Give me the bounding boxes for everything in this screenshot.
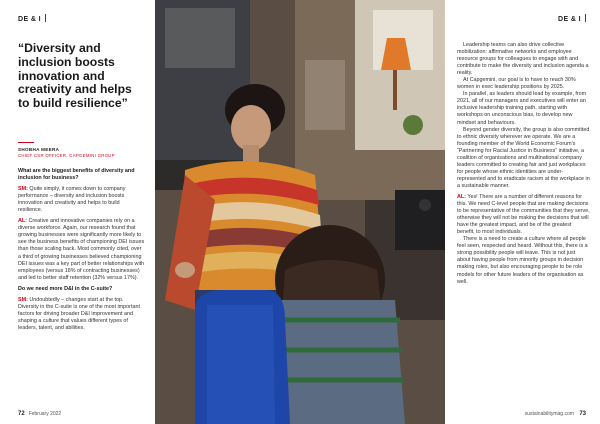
question-1: What are the biggest benefits of diversity and inclusion for business? [18,168,135,182]
answer-1-text: Quite simply, it comes down to company performance – diversity and inclusion boosts innovation and creativity and helps to build resilience. [18,186,126,214]
answer-2 [18,218,145,281]
page-number-right: 73 [579,411,586,417]
section-tag-left [18,14,46,23]
footer-left [18,411,61,417]
pull-quote: “Diversity and inclusion boosts innovation and creativity and helps to build resilience” [18,41,132,111]
paragraph-6: There is a need to create a culture where all people feel seen, respected and heard. Without this, there is a strong possibility people will leave. This is not just about having people from minority groups in decision making roles, but also encouraging people to be role models for other future leaders of the organisation as well. [457,236,588,285]
answer-3 [18,297,145,332]
interview-text-right [457,42,590,286]
question-2: Do we need more D&I in the C-suite? [18,285,113,292]
paragraph-5-text: Yes! There are a number of different reasons for this. We need C-level people that are making decisions to be representative of the communities that they serve, otherwise they will not be making the decisions that will have the greatest impact, and be of the greatest benefit, to most individuals. [457,193,590,236]
paragraph-1: Leadership teams can also drive collective mobilization: affirmative networks and employee resource groups for colleagues to engage with and contribute to make the diversity and inclusion agenda a reality. [457,42,589,77]
interview-text-left [18,168,145,336]
speaker-label: SM: [18,186,28,193]
tag-bar [585,14,586,22]
section-tag-right [558,14,586,23]
right-text-column [445,0,600,424]
footer-right [525,411,586,417]
page-number-left: 72 [18,411,25,417]
paragraph-3: In parallel, as leaders should lead by example, from 2021, all of our managers and executives will enter an inclusive leadership training path, starting with workshops on unconscious bias, to develop new mindset and behaviours. [457,91,587,126]
paragraph-2: At Capgemini, our goal is to have to reach 30% women in exec leadership positions by 2025. [457,77,576,91]
paragraph-5 [457,194,590,236]
author-role: CHIEF CSR OFFICER, CAPGEMINI GROUP [18,153,115,158]
paragraph-4: Beyond gender diversity, the group is also committed to ethnic diversity wherever we operate. We are a founding member of the World Economic Forum's “Partnering for Racial Justice in Business” initiative, a coalition of organisations and multinational company leaders committed to creating fair and just workplaces for people whose ethnic identities are under-represented and to eradicate racism at the workplace in a sustainable manner. [457,126,590,189]
site-url: sustainabilitymag.com [524,411,574,417]
photo-illustration [155,0,445,424]
issue-date: February 2022 [28,411,62,417]
tag-bar [45,14,46,22]
answer-3-text: Undoubtedly – changes start at the top. Diversity in the C-suite is one of the most important factors for driving broader D&I improvement and shaping a culture that values different types of leaders, talent, and abilities. [18,296,140,331]
office-photo [155,0,445,424]
speaker-label: SM: [18,296,28,303]
speaker-label: AL: [457,193,466,200]
author-name: SHOBHA MEERA [18,147,60,152]
author-rule [18,142,34,143]
left-text-column [0,0,155,424]
speaker-label: AL: [18,218,27,225]
answer-2-text: Creative and innovative companies rely on a diverse workforce. Again, our research found that growing businesses were significantly more likely to see the business benefits of championing DEI issues than those scaling back. Most commonly cited, over a third of growing businesses believed championing DEI issues was a key part of better relationships with employees (versus 18% of contracting businesses) and led to better staff retention (32% versus 17%). [18,218,145,281]
quote-author [18,142,143,159]
section-tag-text: DE & I [557,16,581,23]
section-tag-text: DE & I [18,16,42,23]
answer-1 [18,186,145,214]
